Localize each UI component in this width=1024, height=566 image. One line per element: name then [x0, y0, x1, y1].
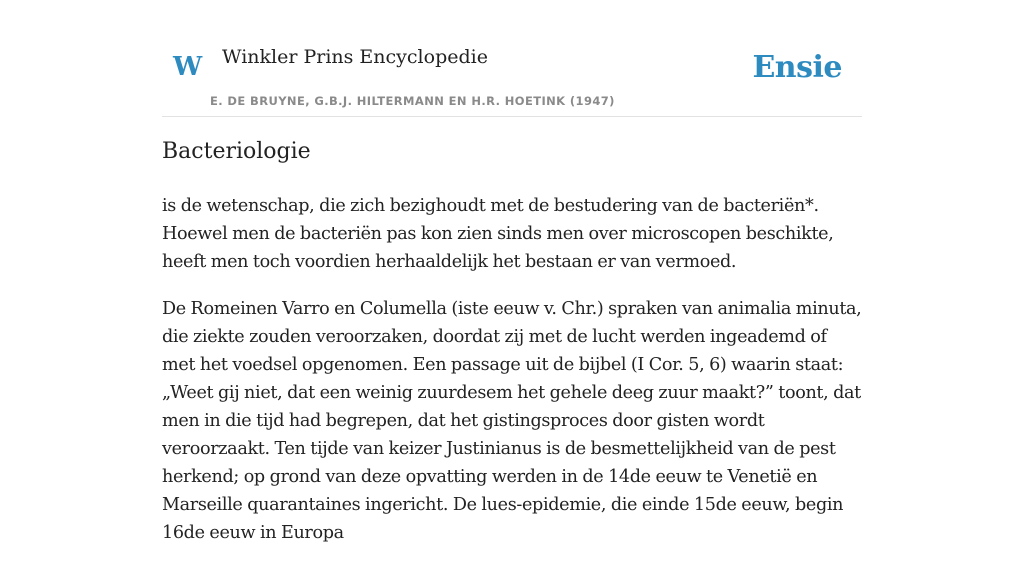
article-paragraph-1: is de wetenschap, die zich bezighoudt met de bestudering van de bacteriën*. Hoewel men de bacteriën pas kon zien sinds men over microscopen beschikte, heeft men toch voordien herhaaldelijk het bestaan er van vermoed. [162, 196, 834, 272]
book-authors: E. DE BRUYNE, G.B.J. HILTERMANN EN H.R. HOETINK (1947) [210, 94, 615, 108]
page-container [162, 0, 862, 543]
article-body [162, 192, 862, 566]
article-paragraph-2: De Romeinen Varro en Columella (iste eeuw v. Chr.) spraken van animalia minuta, die ziekte zouden veroorzaken, doordat zij met de lucht werden ingeademd of met het voedsel opgenomen. Een passage uit de bijbel (I Cor. 5, 6) waarin staat: „Weet gij niet, dat een weinig zuurdesem het gehele deeg zuur maakt?” toont, dat men in die tijd had begrepen, dat het gistingsproces door gisten wordt veroorzaakt. Ten tijde van keizer Justinianus is de besmettelijkheid van de pest herkend; op grond van deze opvatting werden in de 14de eeuw te Venetië en Marseille quarantaines ingericht. De lues-epidemie, die einde 15de eeuw, begin 16de eeuw in Europa [162, 299, 862, 543]
winkler-prins-logo[interactable]: W [173, 52, 203, 82]
article-title: Bacteriologie [162, 139, 311, 164]
book-title[interactable]: Winkler Prins Encyclopedie [222, 46, 488, 68]
site-header [162, 0, 862, 117]
ensie-logo[interactable]: Ensie [752, 50, 842, 85]
